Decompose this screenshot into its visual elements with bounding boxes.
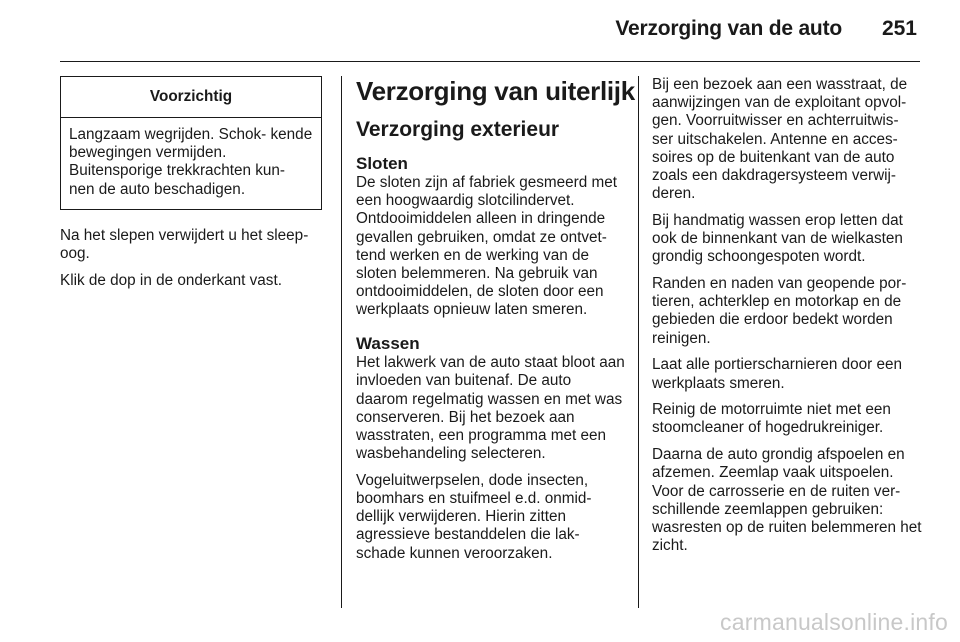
right-column	[652, 76, 922, 564]
column-divider	[638, 76, 639, 608]
watermark: carmanualsonline.info	[720, 609, 948, 635]
paragraph: Het lakwerk van de auto staat bloot aan invloeden van buitenaf. De auto daarom regelmatig wassen en met was conserveren. Bij het bezoek aan wasstraten, een programma met een wasbehandeling selecteren.	[356, 354, 625, 463]
paragraph: Reinig de motorruimte niet met een stoomcleaner of hogedrukreiniger.	[652, 401, 891, 437]
middle-column	[356, 76, 635, 571]
paragraph: Daarna de auto grondig afspoelen en afzemen. Zeemlap vaak uitspoelen. Voor de carrosserie en de ruiten ver‐ schillende zeemlappen gebruiken: wasresten op de ruiten belemmeren het zicht.	[652, 446, 922, 555]
caution-box	[60, 76, 322, 210]
wassen-heading: Wassen	[356, 334, 420, 354]
page-number: 251	[881, 17, 917, 40]
paragraph: Na het slepen verwijdert u het sleep‐ oog.	[60, 226, 309, 263]
paragraph: Klik de dop in de onderkant vast.	[60, 271, 282, 289]
section-heading: Verzorging van uiterlijk	[356, 76, 635, 106]
caution-text: Langzaam wegrijden. Schok‐ kende bewegingen vermijden. Buitensporige trekkrachten kun‐ nen de auto beschadigen.	[69, 126, 313, 198]
paragraph: Bij een bezoek aan een wasstraat, de aanwijzingen van de exploitant opvol‐ gen. Voorruitwisser en achterruitwis‐ ser uitschakelen. Antenne en acces‐ soires op de buitenkant van de auto zoals een dakdragersysteem verwij‐ deren.	[652, 76, 908, 203]
paragraph: Vogeluitwerpselen, dode insecten, boomhars en stuifmeel e.d. onmid‐ dellijk verwijderen. Hierin zitten agressieve bestanddelen die lak‐ schade kunnen veroorzaken.	[356, 471, 592, 562]
left-column	[60, 76, 324, 298]
header-divider	[60, 61, 920, 62]
page-title: Verzorging van de auto	[615, 17, 842, 40]
subsection-heading: Verzorging exterieur	[356, 118, 560, 141]
caution-title: Voorzichtig	[61, 77, 321, 118]
column-divider	[341, 76, 342, 608]
paragraph: Laat alle portierscharnieren door een werkplaats smeren.	[652, 356, 903, 392]
paragraph: Bij handmatig wassen erop letten dat ook de binnenkant van de wielkasten grondig schoongespoten wordt.	[652, 211, 903, 266]
page-header	[0, 0, 960, 62]
paragraph: De sloten zijn af fabriek gesmeerd met een hoogwaardig slotcilindervet. Ontdooimiddelen alleen in dringende gevallen gebruiken, omdat ze ontvet‐ tend werken en de werking van de sloten belemmeren. Na gebruik van ontdooimiddelen, de sloten door een werkplaats opnieuw laten smeren.	[356, 174, 618, 319]
sloten-heading: Sloten	[356, 154, 408, 173]
paragraph: Randen en naden van geopende por‐ tieren, achterklep en motorkap en de gebieden die erdoor bedekt worden reinigen.	[652, 275, 907, 347]
